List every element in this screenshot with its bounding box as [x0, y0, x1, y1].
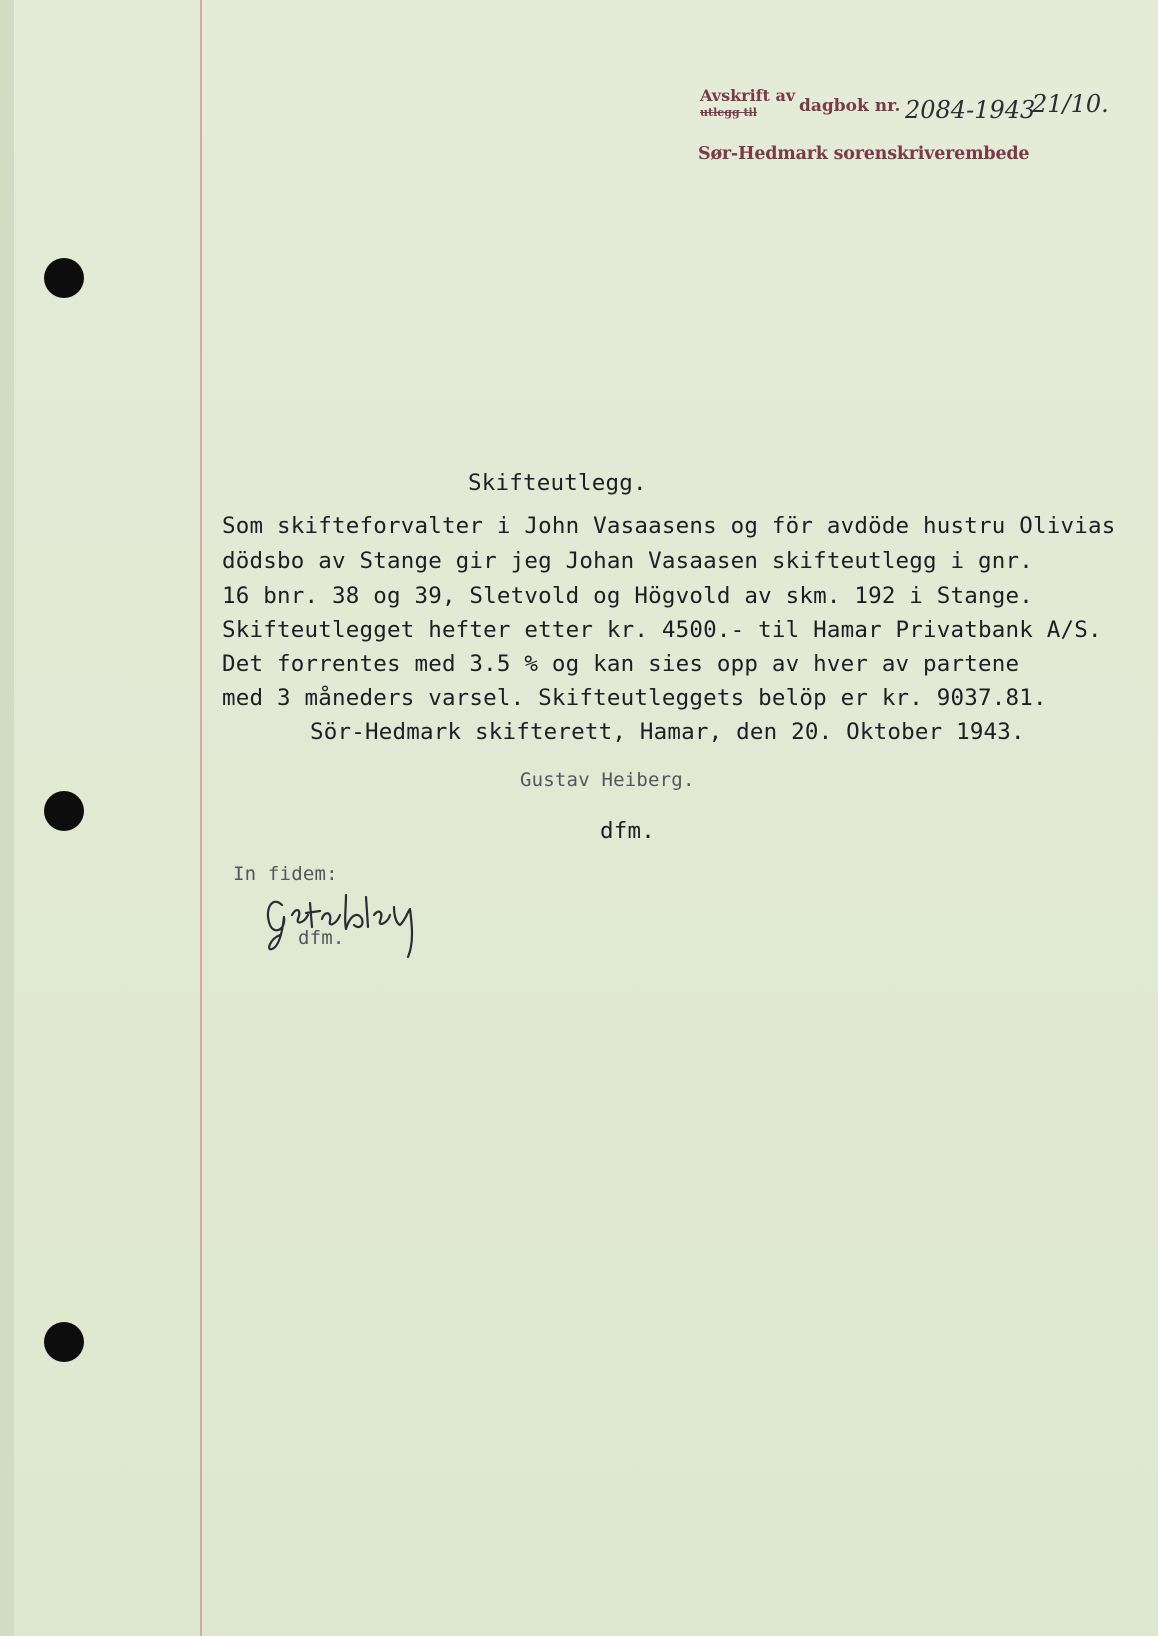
signer-title: dfm. — [600, 818, 655, 844]
journal-date: 21/10. — [1032, 90, 1109, 118]
punch-hole-top — [44, 258, 84, 298]
signer-name: Gustav Heiberg. — [520, 769, 695, 791]
body-line-6: med 3 måneders varsel. Skifteutleggets belöp er kr. 9037.81. — [222, 685, 1047, 711]
in-fidem-title: dfm. — [298, 927, 345, 949]
punch-hole-middle — [44, 791, 84, 831]
signature — [262, 885, 462, 960]
page-edge — [0, 0, 14, 1636]
stamp-dagbok: dagbok nr. — [799, 96, 901, 116]
body-line-5: Det forrentes med 3.5 % og kan sies opp av hver av partene — [222, 651, 1020, 677]
stamp-utlegg: utlegg til — [700, 106, 757, 119]
stamp-avskrift: Avskrift av — [700, 86, 796, 105]
margin-line — [200, 0, 202, 1636]
body-line-7: Sör-Hedmark skifterett, Hamar, den 20. Oktober 1943. — [310, 719, 1025, 745]
punch-hole-bottom — [44, 1322, 84, 1362]
body-line-2: dödsbo av Stange gir jeg Johan Vasaasen skifteutlegg i gnr. — [222, 548, 1034, 574]
body-line-4: Skifteutlegget hefter etter kr. 4500.- til Hamar Privatbank A/S. — [222, 617, 1102, 643]
stamp-office: Sør-Hedmark sorenskriverembede — [698, 144, 1030, 164]
journal-number: 2084-1943 — [905, 96, 1036, 124]
body-line-1: Som skifteforvalter i John Vasaasens og för avdöde hustru Olivias — [222, 513, 1116, 539]
document-title: Skifteutlegg. — [468, 470, 647, 496]
body-line-3: 16 bnr. 38 og 39, Sletvold og Högvold av skm. 192 i Stange. — [222, 583, 1034, 609]
in-fidem-label: In fidem: — [233, 863, 338, 885]
